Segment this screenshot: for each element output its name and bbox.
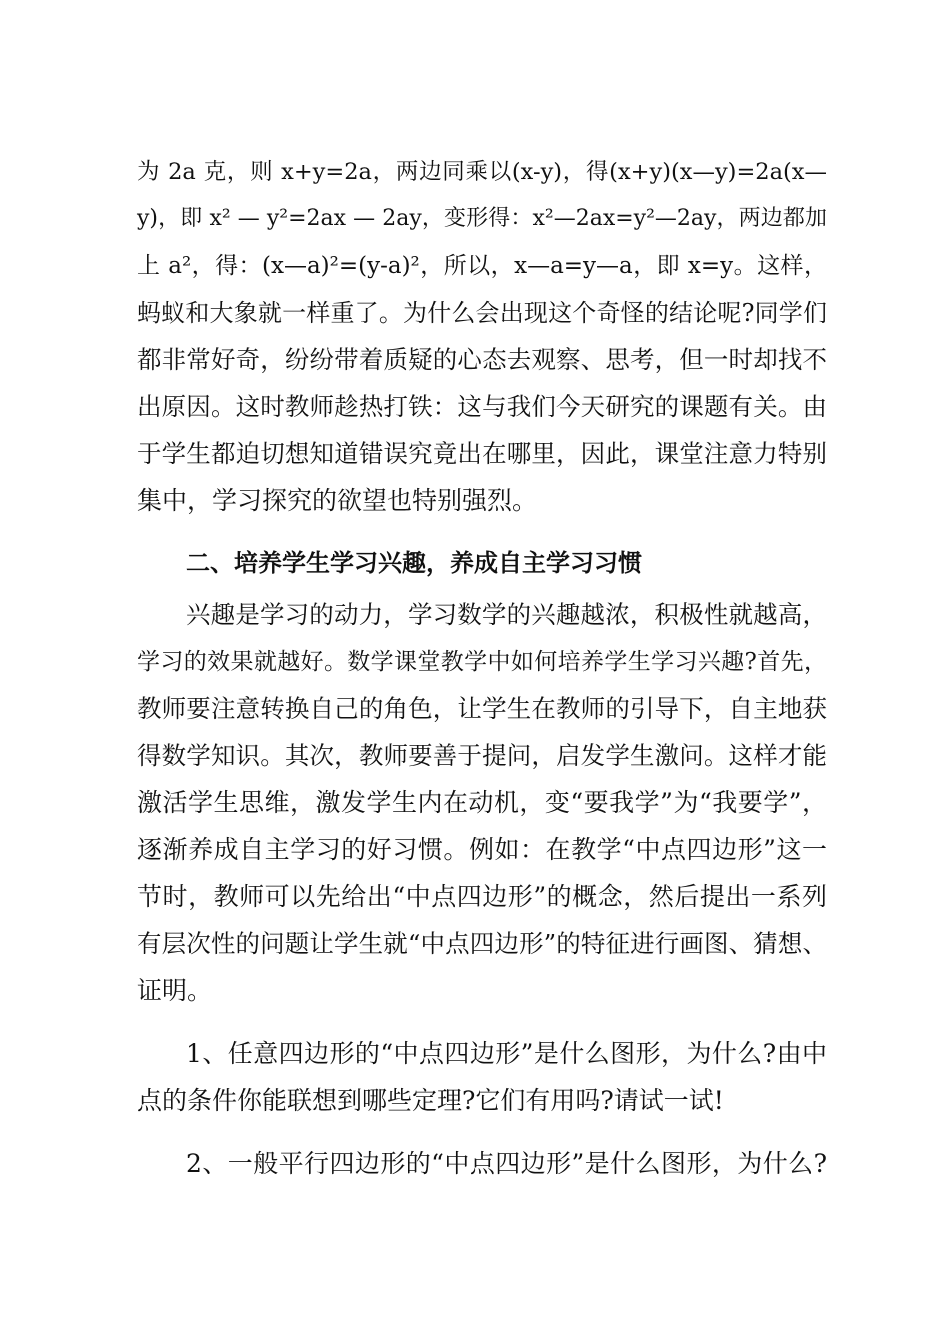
paragraph-1-line-2: y)，即 x² — y²=2ax — 2ay，变形得：x²—2ax=y²—2ay，两边都加 [137,206,827,231]
item-2-line-1: 2、一般平行四边形的“中点四边形”是什么图形，为什么? [186,1149,827,1178]
paragraph-2-line-5: 激活学生思维，激发学生内在动机，变“要我学”为“我要学”， [137,788,827,817]
item-1-line-1: 1、任意四边形的“中点四边形”是什么图形，为什么?由中 [186,1039,827,1068]
paragraph-1-line-6: 出原因。这时教师趁热打铁：这与我们今天研究的课题有关。由 [137,392,827,421]
paragraph-1-line-7: 于学生都迫切想知道错误究竟出在哪里，因此，课堂注意力特别 [137,439,827,468]
paragraph-2-line-6: 逐渐养成自主学习的好习惯。例如：在教学“中点四边形”这一 [137,835,827,864]
paragraph-2-line-9: 证明。 [137,976,213,1005]
paragraph-1-line-1: 为 2a 克，则 x+y=2a，两边同乘以(x-y)，得(x+y)(x—y)=2a(x— [137,159,827,185]
paragraph-2-line-4: 得数学知识。其次，教师要善于提问，启发学生激问。这样才能 [137,741,827,770]
paragraph-2-line-7: 节时，教师可以先给出“中点四边形”的概念，然后提出一系列 [137,882,827,911]
paragraph-1-line-8: 集中，学习探究的欲望也特别强烈。 [137,486,538,515]
item-1-line-2: 点的条件你能联想到哪些定理?它们有用吗?请试一试! [137,1086,724,1115]
paragraph-2-line-8: 有层次性的问题让学生就“中点四边形”的特征进行画图、猜想、 [137,929,827,958]
paragraph-2-line-1: 兴趣是学习的动力，学习数学的兴趣越浓，积极性就越高， [186,600,827,629]
paragraph-1-line-3: 上 a²，得：(x—a)²=(y-a)²，所以，x—a=y—a，即 x=y。这样， [137,253,827,279]
section-heading: 二、培养学生学习兴趣，养成自主学习习惯 [186,549,642,577]
paragraph-1-line-5: 都非常好奇，纷纷带着质疑的心态去观察、思考，但一时却找不 [137,345,827,374]
paragraph-1-line-4: 蚂蚁和大象就一样重了。为什么会出现这个奇怪的结论呢?同学们 [137,299,827,327]
paragraph-2-line-2: 学习的效果就越好。数学课堂教学中如何培养学生学习兴趣?首先， [137,649,827,675]
paragraph-2-line-3: 教师要注意转换自己的角色，让学生在教师的引导下，自主地获 [137,694,827,723]
